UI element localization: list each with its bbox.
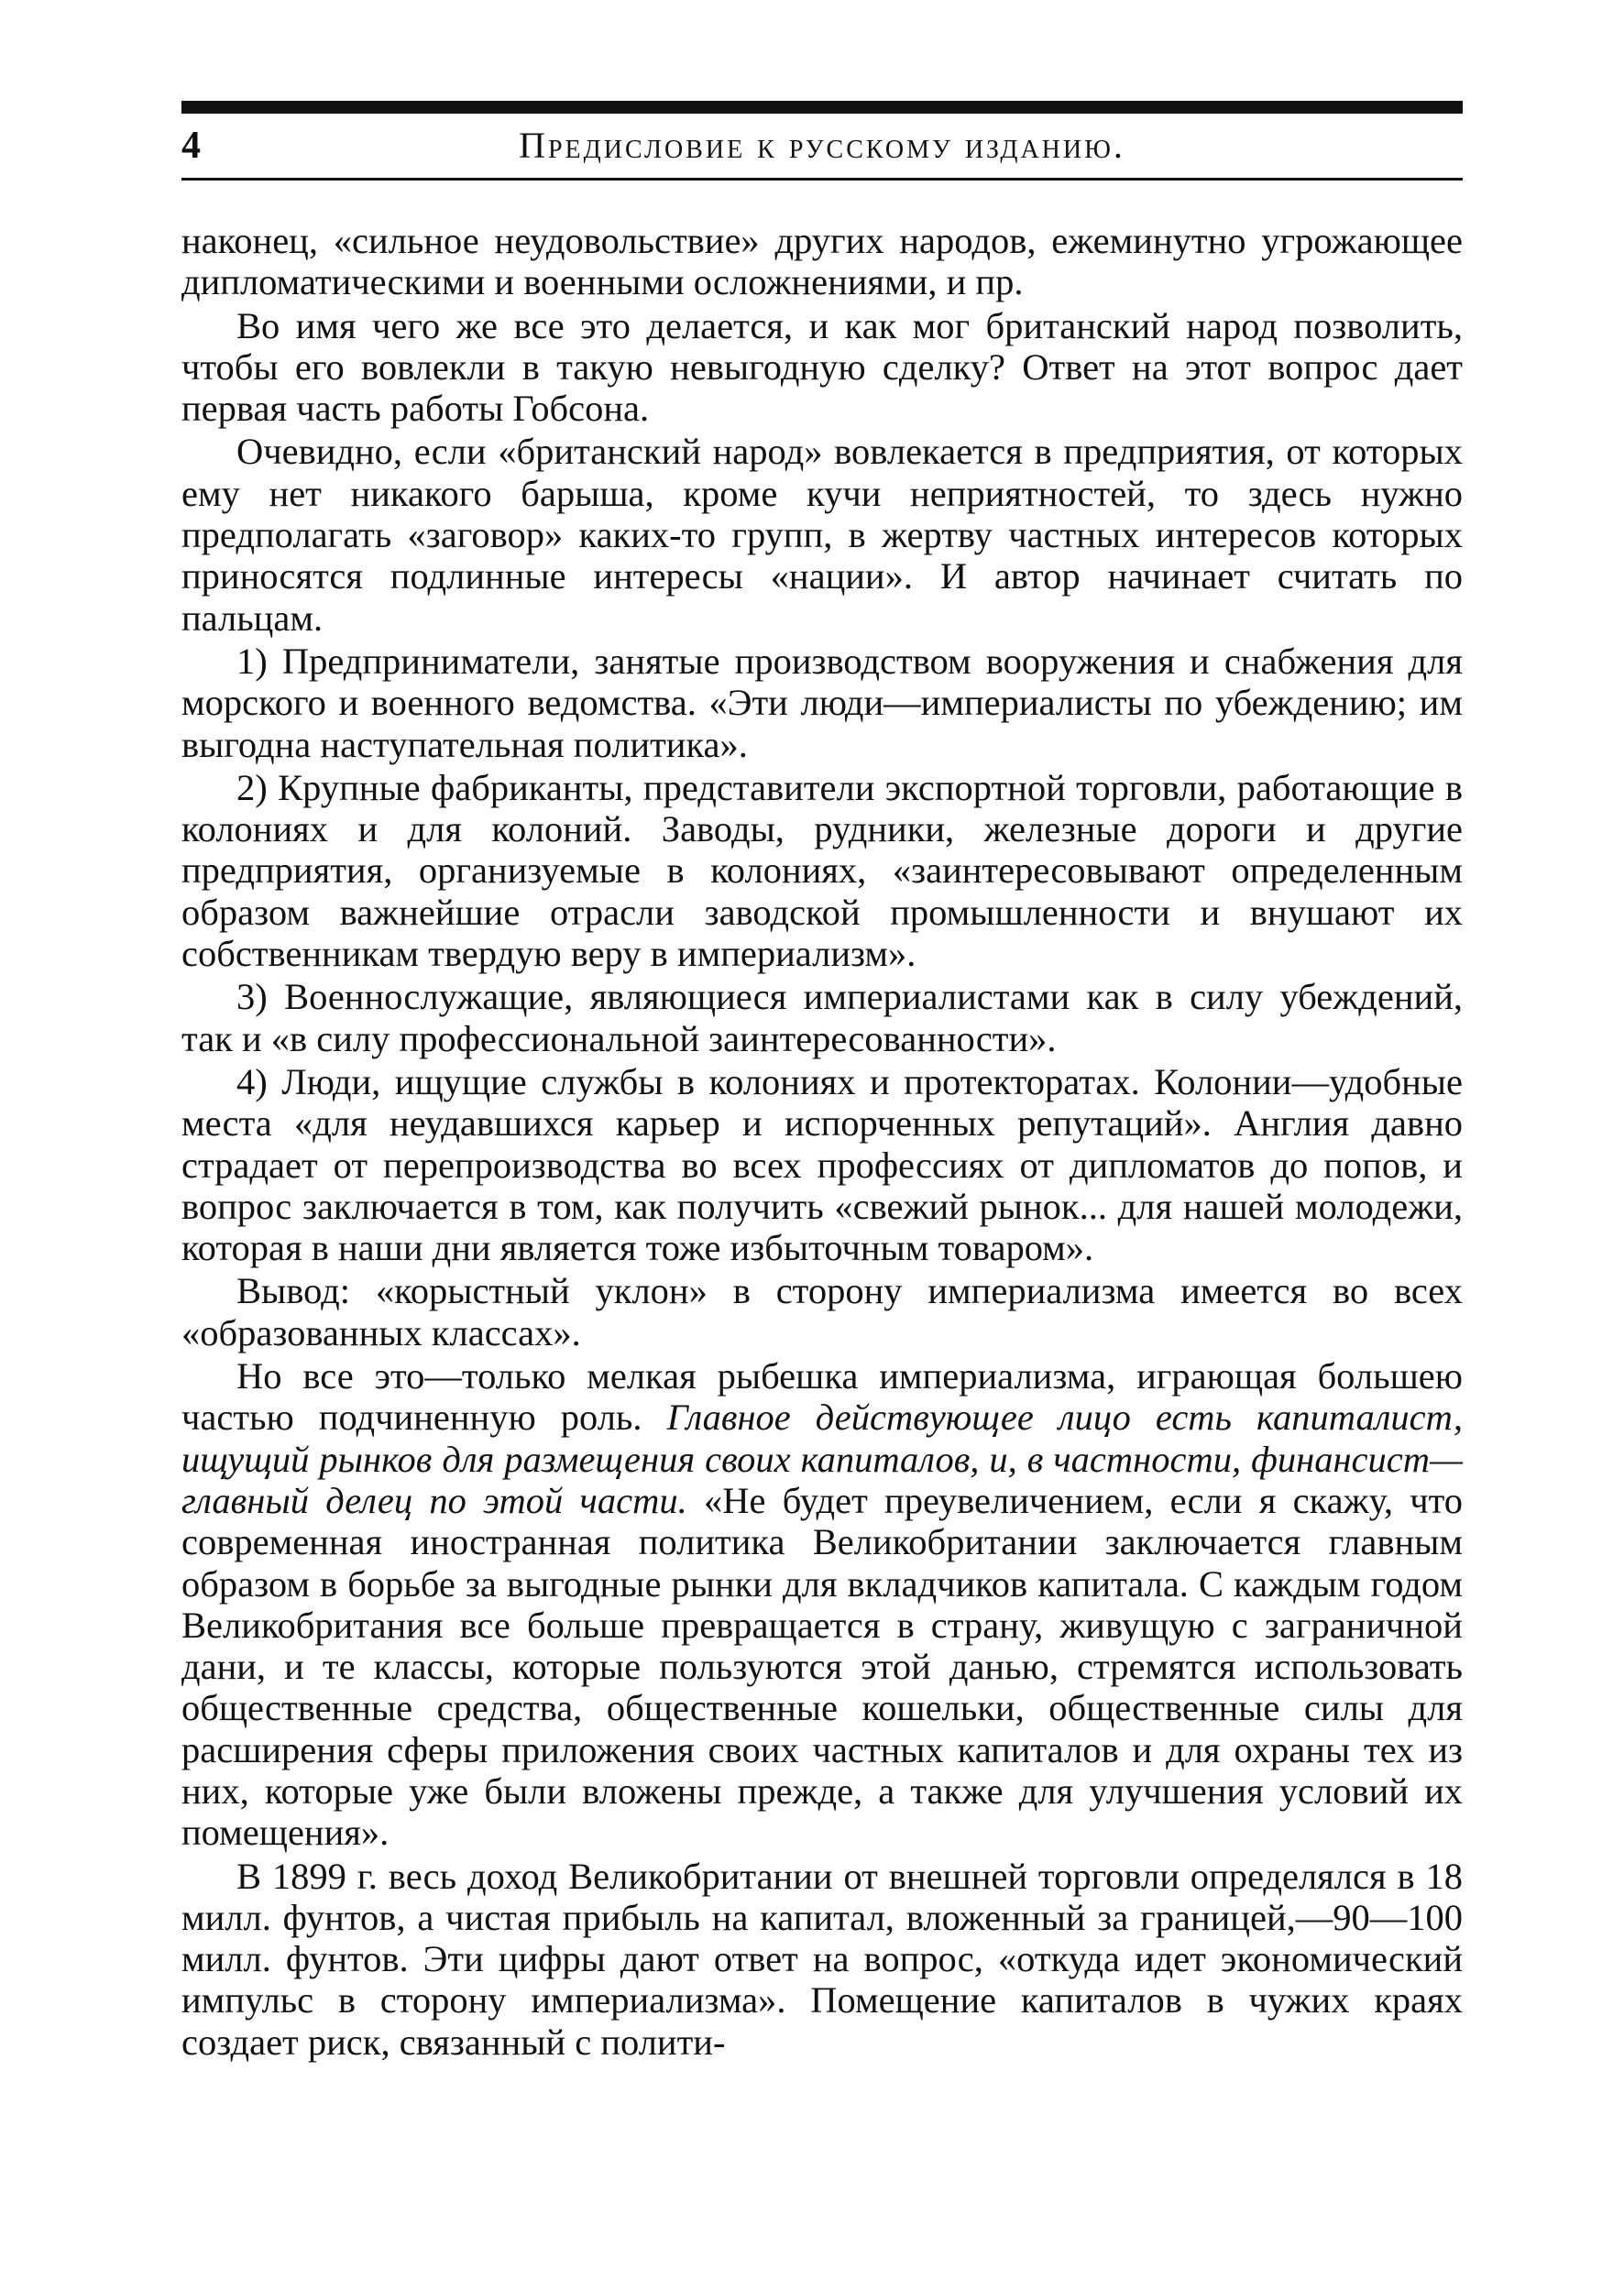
italic-emphasis: Главное действующее лицо есть капиталист, ищущий рынков для размещения своих капиталов, и, в частности, финансист—главный делец по этой части. xyxy=(181,1397,1463,1521)
paragraph: Вывод: «корыстный уклон» в сторону империализма имеется во всех «образованных классах». xyxy=(181,1270,1463,1353)
list-paragraph: 1) Предприниматели, занятые производством вооружения и снабжения для морского и военного ведомства. «Эти люди—империалисты по убеждению; им выгодна наступательная политика». xyxy=(181,640,1463,765)
running-head: Предисловие к русскому изданию. xyxy=(519,125,1125,166)
paragraph: наконец, «сильное неудовольствие» других народов, ежеминутно угрожающее дипломатическими и военными осложнениями, и пр. xyxy=(181,220,1463,303)
paragraph-text: Но все это—только мелкая рыбешка империализма, играющая большею частью подчиненную роль. xyxy=(181,1355,1463,1439)
paragraph-with-italic xyxy=(181,1355,1463,1854)
paragraph: В 1899 г. весь доход Великобритании от внешней торговли определялся в 18 милл. фунтов, а чистая прибыль на капитал, вложенный за границей,—90—100 милл. фунтов. Эти цифры дают ответ на вопрос, «откуда идет экономический импульс в сторону империализма». Помещение капиталов в чужих краях создает риск, связанный с полити- xyxy=(181,1855,1463,2063)
header-bottom-rule xyxy=(181,178,1463,181)
list-paragraph: 3) Военнослужащие, являющиеся империалистами как в силу убеждений, так и «в силу профессиональной заинтересованности». xyxy=(181,976,1463,1059)
body-text xyxy=(181,220,1463,2065)
paragraph-text: «Не будет преувеличением, если я скажу, что современная иностранная политика Великобритании заключается главным образом в борьбе за выгодные рынки для вкладчиков капитала. С каждым годом Великобритания все больше превращается в страну, живущую с заграничной дани, и те классы, которые пользуются этой данью, стремятся использовать общественные средства, общественные кошельки, общественные силы для расширения сферы приложения своих частных капиталов и для охраны тех из них, которые уже были вложены прежде, а также для улучшения условий их помещения». xyxy=(181,1479,1464,1854)
header-top-rule xyxy=(181,101,1463,114)
page-header xyxy=(181,117,1463,172)
paragraph: Во имя чего же все это делается, и как мог британский народ позволить, чтобы его вовлекли в такую невыгодную сделку? Ответ на этот вопрос дает первая часть работы Гобсона. xyxy=(181,304,1463,430)
page-number: 4 xyxy=(181,125,201,167)
list-paragraph: 4) Люди, ищущие службы в колониях и протекторатах. Колонии—удобные места «для неудавшихся карьер и испорченных репутаций». Англия давно страдает от перепроизводства во всех профессиях от дипломатов до попов, и вопрос заключается в том, как получить «свежий рынок... для нашей молодежи, которая в наши дни является тоже избыточным товаром». xyxy=(181,1060,1463,1269)
paragraph: Очевидно, если «британский народ» вовлекается в предприятия, от которых ему нет никакого барыша, кроме кучи неприятностей, то здесь нужно предполагать «заговор» каких-то групп, в жертву частных интересов которых приносятся подлинные интересы «нации». И автор начинает считать по пальцам. xyxy=(181,431,1463,639)
list-paragraph: 2) Крупные фабриканты, представители экспортной торговли, работающие в колониях и для колоний. Заводы, рудники, железные дороги и другие предприятия, организуемые в колониях, «заинтересовывают определенным образом важнейшие отрасли заводской промышленности и внушают их собственникам твердую веру в империализм». xyxy=(181,766,1463,975)
